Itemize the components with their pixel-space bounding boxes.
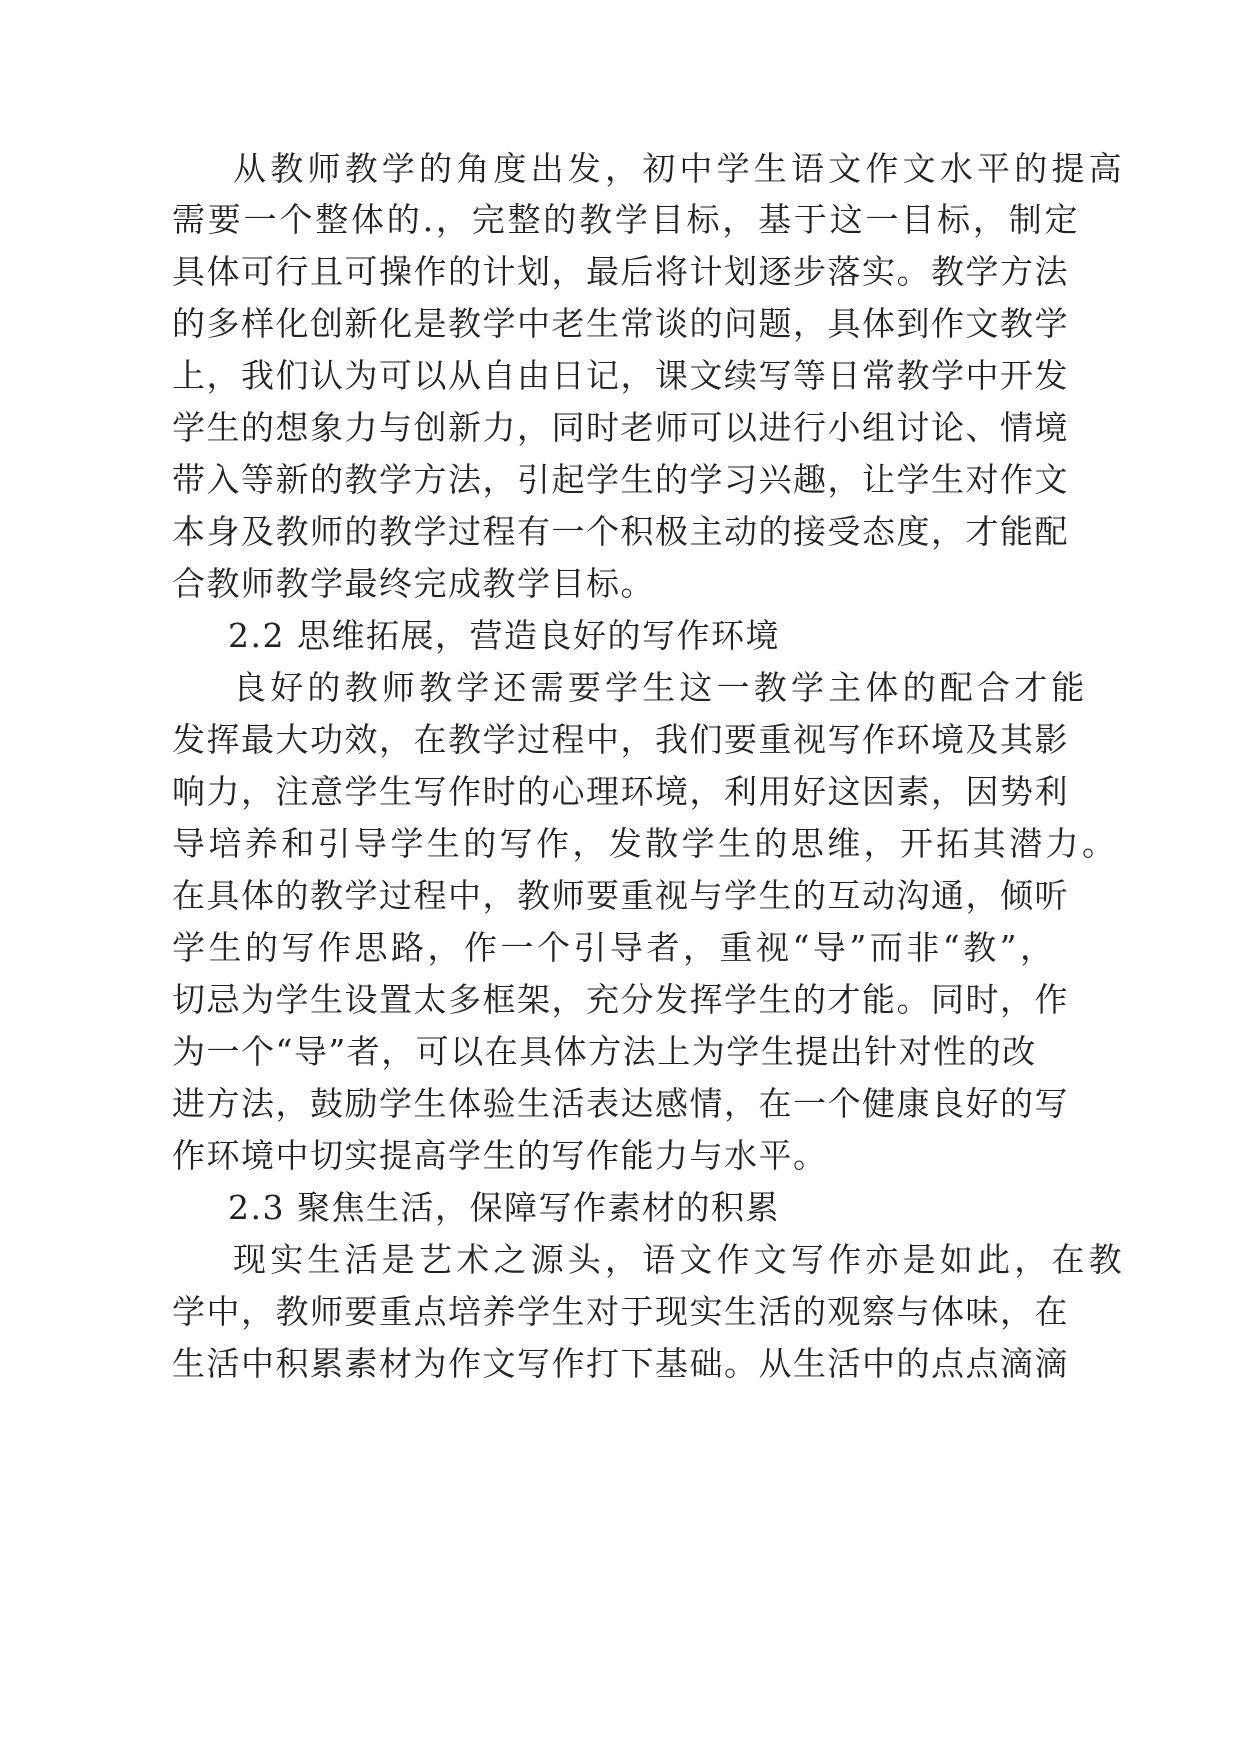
text-line: 带入等新的教学方法，引起学生的学习兴趣，让学生对作文 bbox=[172, 460, 1069, 499]
text-line: 良好的教师教学还需要学生这一教学主体的配合才能 bbox=[233, 668, 1089, 707]
section-heading: 2.3 聚焦生活，保障写作素材的积累 bbox=[228, 1188, 780, 1227]
text-line: 从教师教学的角度出发，初中学生语文作文水平的提高 bbox=[233, 149, 1126, 188]
text-line: 学生的想象力与创新力，同时老师可以进行小组讨论、情境 bbox=[172, 408, 1069, 447]
text-line: 进方法，鼓励学生体验生活表达感情，在一个健康良好的写 bbox=[172, 1084, 1069, 1123]
text-line: 响力，注意学生写作时的心理环境，利用好这因素，因势利 bbox=[172, 772, 1069, 811]
text-line: 为一个“导”者，可以在具体方法上为学生提出针对性的改 bbox=[172, 1032, 1037, 1071]
text-line: 上，我们认为可以从自由日记，课文续写等日常教学中开发 bbox=[172, 356, 1069, 395]
text-line: 学中，教师要重点培养学生对于现实生活的观察与体味，在 bbox=[172, 1292, 1069, 1331]
text-line: 作环境中切实提高学生的写作能力与水平。 bbox=[172, 1136, 828, 1175]
text-line: 现实生活是艺术之源头，语文作文写作亦是如此，在教 bbox=[233, 1240, 1126, 1279]
text-line: 具体可行且可操作的计划，最后将计划逐步落实。教学方法 bbox=[172, 252, 1069, 291]
text-line: 需要一个整体的.，完整的教学目标，基于这一目标，制定 bbox=[172, 200, 1081, 239]
text-line: 导培养和引导学生的写作，发散学生的思维，开拓其潜力。 bbox=[172, 824, 1119, 863]
text-line: 生活中积累素材为作文写作打下基础。从生活中的点点滴滴 bbox=[172, 1344, 1069, 1383]
text-line: 的多样化创新化是教学中老生常谈的问题，具体到作文教学 bbox=[172, 304, 1069, 343]
text-line: 学生的写作思路，作一个引导者，重视“导”而非“教”， bbox=[172, 928, 1057, 967]
text-line: 合教师教学最终完成教学目标。 bbox=[172, 564, 655, 603]
section-heading: 2.2 思维拓展，营造良好的写作环境 bbox=[228, 616, 780, 655]
text-line: 在具体的教学过程中，教师要重视与学生的互动沟通，倾听 bbox=[172, 876, 1069, 915]
text-line: 切忌为学生设置太多框架，充分发挥学生的才能。同时，作 bbox=[172, 980, 1069, 1019]
text-line: 发挥最大功效，在教学过程中，我们要重视写作环境及其影 bbox=[172, 720, 1069, 759]
text-line: 本身及教师的教学过程有一个积极主动的接受态度，才能配 bbox=[172, 512, 1069, 551]
